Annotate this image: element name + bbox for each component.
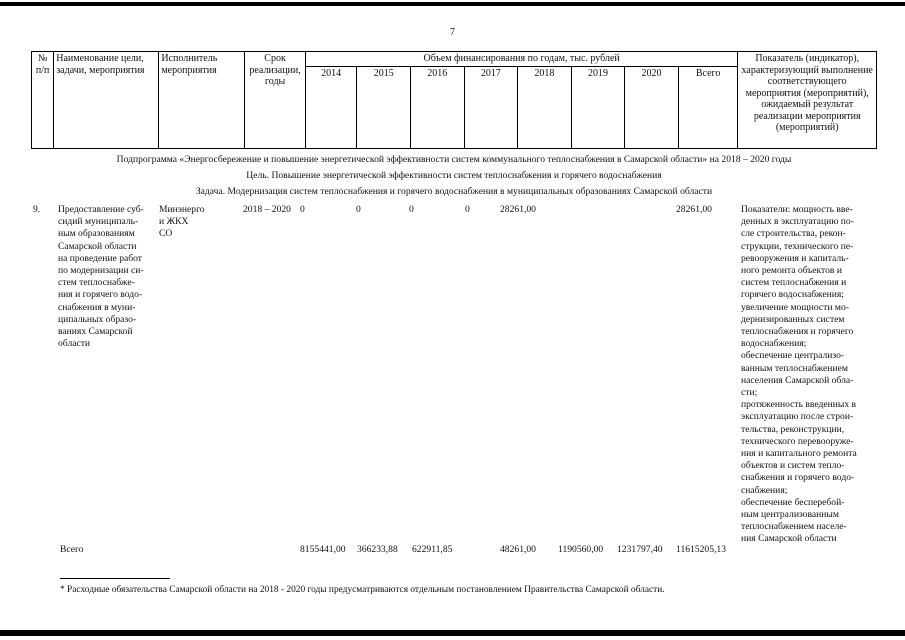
row-name-line: на проведение работ [58, 252, 142, 264]
row-name-line: ципальных образо- [58, 313, 137, 325]
row-indicator-line: эксплуатацию после строи- [741, 411, 854, 423]
header-year-total: Всего [678, 66, 738, 148]
row-indicator-line: Показатели: мощность вве- [741, 204, 853, 215]
header-year: 2018 [518, 66, 572, 148]
row-indicator-line: обеспечение централизо- [741, 350, 845, 362]
row-value-2017: 0 [465, 204, 470, 215]
totals-2014: 8155441,00 [300, 544, 346, 555]
row-name-line: области [58, 338, 91, 350]
row-value-total: 28261,00 [676, 204, 712, 215]
row-indicator-line: объектов и систем тепло- [741, 460, 845, 472]
row-indicator-line: ния Самарской области [741, 533, 837, 545]
row-indicator-line: обеспечение бесперебой- [741, 496, 845, 508]
row-indicator-line: снабжения и горячего водо- [741, 472, 855, 484]
totals-2016: 622911,85 [412, 544, 453, 555]
subprogram-title: Подпрограмма «Энергосбережение и повышение энергетической эффективности систем коммунального теплоснабжения в Самарской области» на 2018 – 2020 годы [116, 154, 792, 165]
row-term: 2018 – 2020 [243, 204, 291, 215]
row-indicator-line: ванным теплоснабжением [741, 362, 848, 374]
row-indicator-line: ния и капитального ремонта [741, 448, 857, 460]
header-funding: Объем финансирования по годам, тыс. рублей [305, 52, 738, 67]
row-number: 9. [33, 204, 41, 215]
totals-2019: 1190560,00 [558, 544, 604, 555]
header-year: 2016 [411, 66, 465, 148]
totals-2020: 1231797,40 [617, 544, 663, 555]
header-table [31, 51, 877, 149]
header-year: 2014 [305, 66, 357, 148]
row-name-line: Предоставление суб- [58, 204, 144, 215]
row-indicator-line: теплоснабжения и горячего [741, 326, 854, 338]
row-name-line: ваниях Самарской [58, 326, 133, 338]
row-indicator-line: технического перевооруже- [741, 435, 854, 447]
row-value-2016: 0 [409, 204, 414, 215]
header-year: 2019 [571, 66, 625, 148]
footnote-rule [60, 578, 170, 579]
row-indicator [741, 204, 875, 546]
header-year: 2015 [357, 66, 411, 148]
row-name-line: снабжения в муни- [58, 301, 136, 313]
row-executor: Минэнерго и ЖКХ СО [159, 204, 205, 240]
row-value-2015: 0 [356, 204, 361, 215]
row-indicator-line: горячего водоснабжения; [741, 289, 844, 301]
row-indicator-line: населения Самарской обла- [741, 374, 854, 386]
header-term: Срок реализации, годы [245, 52, 306, 149]
totals-2015: 366233,88 [357, 544, 398, 555]
row-name-line: ния и горячего водо- [58, 289, 143, 301]
row-indicator-line: водоснабжения; [741, 338, 807, 350]
header-num: № п/п [32, 52, 54, 149]
header-name: Наименование цели, задачи, мероприятия [54, 52, 159, 149]
bottom-border-line [0, 630, 905, 636]
row-name-line: ным образованиям [58, 228, 135, 240]
row-indicator-line: денных в эксплуатацию по- [741, 216, 854, 228]
top-border-line [0, 2, 905, 6]
row-value-2014: 0 [300, 204, 305, 215]
totals-2018: 48261,00 [500, 544, 536, 555]
row-indicator-line: снабжения; [741, 484, 788, 496]
footnote: * Расходные обязательства Самарской области на 2018 - 2020 годы предусматриваются отдельным постановлением Правительства Самарской области. [60, 585, 665, 595]
row-indicator-line: дернизированных систем [741, 313, 845, 325]
row-indicator-line: струкции, технического пе- [741, 240, 854, 252]
header-indicator: Показатель (индикатор), характеризующий выполнение соответствующего мероприятия (мероприятий), ожидаемый результат реализации мероприятия (мероприятий) [738, 52, 877, 149]
row-indicator-line: протяженность введенных в [741, 399, 857, 411]
row-indicator-line: сти; [741, 387, 758, 399]
page-number: 7 [450, 27, 455, 38]
row-indicator-line: ревооружения и капиталь- [741, 252, 849, 264]
task-line: Задача. Модернизация систем теплоснабжения и горячего водоснабжения в муниципальных образованиях Самарской области [195, 186, 713, 197]
row-name-line: по модернизации си- [58, 265, 144, 277]
header-year: 2017 [464, 66, 518, 148]
row-name-line: стем теплоснабже- [58, 277, 135, 289]
totals-label: Всего [60, 544, 84, 555]
row-indicator-line: увеличение мощности мо- [741, 301, 849, 313]
row-name-line: Самарской области [58, 240, 137, 252]
row-value-2018: 28261,00 [500, 204, 536, 215]
header-executor: Исполнитель мероприятия [159, 52, 245, 149]
row-indicator-line: тельства, реконструкции, [741, 423, 845, 435]
row-name-line: сидий муниципаль- [58, 216, 139, 228]
row-indicator-line: систем теплоснабжения и [741, 277, 847, 289]
row-indicator-line: ного ремонта объектов и [741, 265, 842, 277]
row-indicator-line: теплоснабжением населе- [741, 521, 847, 533]
row-name [58, 204, 156, 350]
totals-total: 11615205,13 [676, 544, 727, 555]
row-indicator-line: ным централизованным [741, 509, 839, 521]
row-indicator-line: сле строительства, рекон- [741, 228, 846, 240]
goal-line: Цель. Повышение энергетической эффективности систем теплоснабжения и горячего водоснабжения [246, 170, 662, 181]
header-year: 2020 [625, 66, 679, 148]
